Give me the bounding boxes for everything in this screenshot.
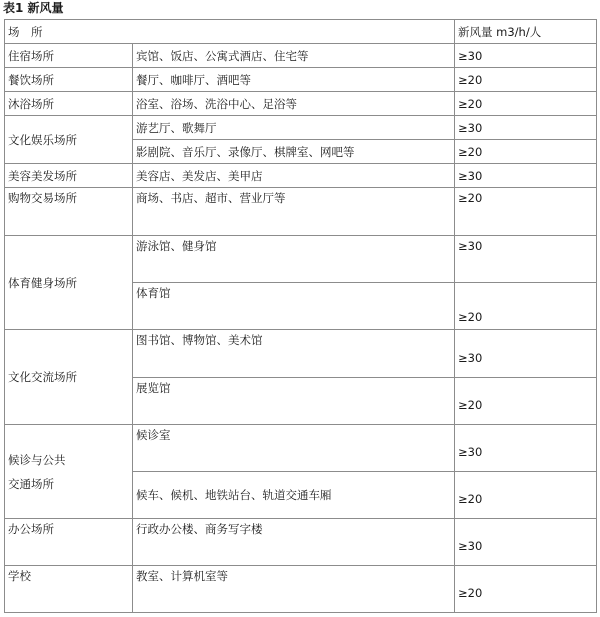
value-cell: ≥20: [455, 566, 597, 613]
value-cell: ≥30: [455, 330, 597, 378]
place-cell: 餐厅、咖啡厅、酒吧等: [133, 68, 455, 92]
table-row: [5, 116, 597, 140]
category-cell: [5, 425, 133, 519]
table-row: [5, 188, 597, 236]
value-cell: ≥30: [455, 425, 597, 472]
header-category: 场 所: [5, 20, 455, 44]
category-line: 交通场所: [8, 476, 54, 491]
value-cell: ≥20: [455, 472, 597, 519]
place-cell: 美容店、美发店、美甲店: [133, 164, 455, 188]
value-cell: ≥20: [455, 92, 597, 116]
table-row: [5, 92, 597, 116]
table-row: [5, 330, 597, 378]
table-row: [5, 566, 597, 613]
table-row: [5, 164, 597, 188]
value-cell: ≥20: [455, 188, 597, 236]
place-cell: 宾馆、饭店、公寓式酒店、住宅等: [133, 44, 455, 68]
place-cell: 图书馆、博物馆、美术馆: [133, 330, 455, 378]
value-cell: ≥30: [455, 44, 597, 68]
category-cell: 学校: [5, 566, 133, 613]
place-cell: 教室、计算机室等: [133, 566, 455, 613]
place-cell: 候诊室: [133, 425, 455, 472]
value-cell: ≥30: [455, 236, 597, 283]
category-cell: 体育健身场所: [5, 236, 133, 330]
table-row: [5, 68, 597, 92]
place-cell: 游艺厅、歌舞厅: [133, 116, 455, 140]
category-cell: 沐浴场所: [5, 92, 133, 116]
table-header-row: [5, 20, 597, 44]
table-row: [5, 236, 597, 283]
value-cell: ≥20: [455, 140, 597, 164]
value-cell: ≥30: [455, 164, 597, 188]
category-cell: 文化交流场所: [5, 330, 133, 425]
category-cell: 购物交易场所: [5, 188, 133, 236]
table-row: [5, 425, 597, 472]
value-cell: ≥30: [455, 116, 597, 140]
table-row: [5, 44, 597, 68]
place-cell: 行政办公楼、商务写字楼: [133, 519, 455, 566]
fresh-air-table: [4, 19, 597, 613]
value-cell: ≥20: [455, 283, 597, 330]
table-caption: 表1 新风量: [3, 1, 64, 15]
category-cell: 住宿场所: [5, 44, 133, 68]
category-line: 候诊与公共: [8, 452, 66, 467]
category-cell: 办公场所: [5, 519, 133, 566]
place-cell: 游泳馆、健身馆: [133, 236, 455, 283]
category-cell: 美容美发场所: [5, 164, 133, 188]
value-cell: ≥20: [455, 68, 597, 92]
header-fresh-air: 新风量 m3/h/人: [455, 20, 597, 44]
place-cell: 影剧院、音乐厅、录像厅、棋牌室、网吧等: [133, 140, 455, 164]
place-cell: 候车、候机、地铁站台、轨道交通车厢: [133, 472, 455, 519]
table-row: [5, 519, 597, 566]
category-cell: 餐饮场所: [5, 68, 133, 92]
value-cell: ≥30: [455, 519, 597, 566]
place-cell: 展览馆: [133, 378, 455, 425]
place-cell: 体育馆: [133, 283, 455, 330]
value-cell: ≥20: [455, 378, 597, 425]
place-cell: 商场、书店、超市、营业厅等: [133, 188, 455, 236]
category-cell: 文化娱乐场所: [5, 116, 133, 164]
place-cell: 浴室、浴场、洗浴中心、足浴等: [133, 92, 455, 116]
